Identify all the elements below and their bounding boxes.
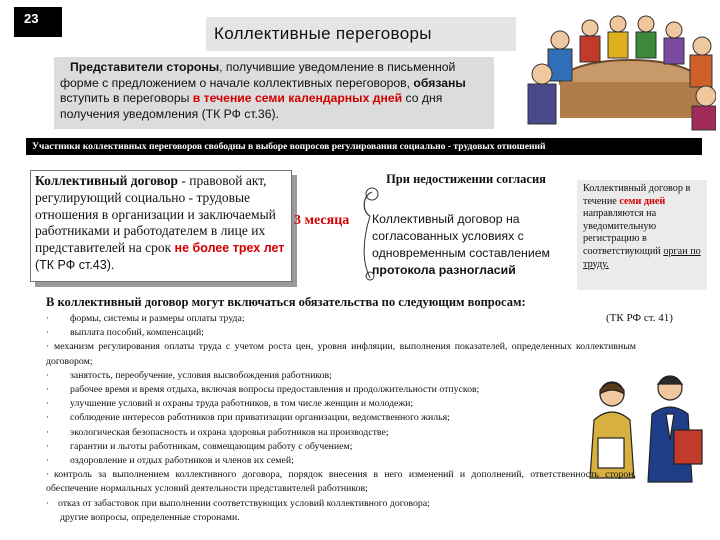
contract-definition-box [30,170,292,282]
bullet: · [46,341,50,353]
list-item [46,468,636,496]
list-item [46,340,636,368]
bullet: · [46,469,50,481]
list-item-text: отказ от забастовок при выполнении соответствующих условий коллективного договора; [58,497,430,509]
intro-paragraph [60,60,488,122]
list-item [46,454,686,468]
list-item [46,312,686,326]
list-item-text: формы, системы и размеры оплаты труда; [70,313,245,324]
obligations-list [46,312,686,525]
list-item-text: механизм регулирования оплаты труда с учетом роста цен, уровня инфляции, выполнения показателей, определенных коллективным договором; [46,341,636,367]
meeting-illustration [520,4,716,132]
bullet: · [46,369,50,381]
list-item [46,397,686,411]
list-item [46,426,686,440]
intro-notice-box [54,57,494,129]
list-item-text: гарантии и льготы работникам, совмещающим работу с обучением; [70,440,353,452]
list-item-text: другие вопросы, определенные сторонами. [60,511,240,523]
intro-subject: Представители стороны [70,60,220,74]
freedom-statement-bar: Участники коллективных переговоров свободны в выборе вопросов регулирования социально - трудовых отношений [26,138,702,155]
bullet: · [46,455,50,467]
contract-definition-text: - правовой акт, регулирующий социально - трудовые отношения в организации и заключаемый работниками и работодателем в лице их представителей на срок [35,173,276,256]
bullet: · [46,412,50,424]
list-item-text: экологическая безопасность и охрана здоровья работников на производстве; [70,426,389,438]
disagreement-text [372,211,568,279]
registration-text-1: Коллективный договор в течение [583,183,691,207]
registration-deadline: семи дней [619,195,666,207]
months-label: 3 месяца [294,213,350,228]
bullet: · [46,426,50,438]
list-item-text: улучшение условий и охраны труда работников, в том числе женщин и молодежи; [70,398,414,410]
slide-number: 23 [14,7,62,37]
list-item-text: рабочее время и время отдыха, включая вопросы предоставления и продолжительности отпусков; [70,384,480,396]
disagreement-title: При недостижении согласия [386,172,546,186]
bullet: · [46,313,50,324]
intro-obliged: обязаны [413,75,466,90]
bullet: · [46,497,50,509]
list-item [46,411,686,425]
intro-deadline: в течение семи календарных дней [192,91,403,105]
list-item-text: контроль за выполнением коллективного договора, порядок внесения в него изменений и дополнений, ответственность сторон, обеспечение нормальных условий деятельности представителей работников; [46,469,636,495]
list-item-text: соблюдение интересов работников при приватизации организации, ведомственного жилья; [70,412,450,424]
disagreement-protocol: протокола разногласий [372,263,516,277]
list-item-text: выплата пособий, компенсаций; [70,327,204,339]
contract-term: Коллективный договор [35,173,179,188]
list-item [46,383,686,397]
list-item [46,440,686,454]
bullet: · [46,327,50,339]
disagreement-body: Коллективный договор на согласованных условиях с одновременным составлением [372,212,550,260]
list-item-text: оздоровление и отдых работников и членов их семей; [70,455,294,467]
registration-box [577,180,707,290]
list-item-text: занятость, переобучение, условия высвобождения работников; [70,369,332,381]
registration-authority: орган по труду. [583,245,701,270]
bullet: · [46,398,50,410]
list-item [46,497,686,511]
law-reference: (ТК РФ ст. 41) [606,312,673,324]
contract-reference: (ТК РФ ст.43). [35,257,115,272]
obligations-heading: В коллективный договор могут включаться обязательства по следующим вопросам: [46,295,526,309]
bullet: · [46,440,50,452]
page-title: Коллективные переговоры [206,17,516,51]
intro-text-2: вступить в переговоры [60,91,193,105]
list-item [46,511,686,525]
list-item [46,369,686,383]
contract-term-limit: не более трех лет [174,241,285,256]
intro-text-3: со дня получения уведомления (ТК РФ ст.36). [60,91,443,121]
list-item [46,326,686,340]
bullet: · [46,384,50,396]
registration-text-2: направляются на уведомительную регистрацию в соответствующий [583,208,664,257]
intro-text-1: , получившие уведомление в письменной форме с предложением о начале коллективных переговоров, [60,60,456,90]
